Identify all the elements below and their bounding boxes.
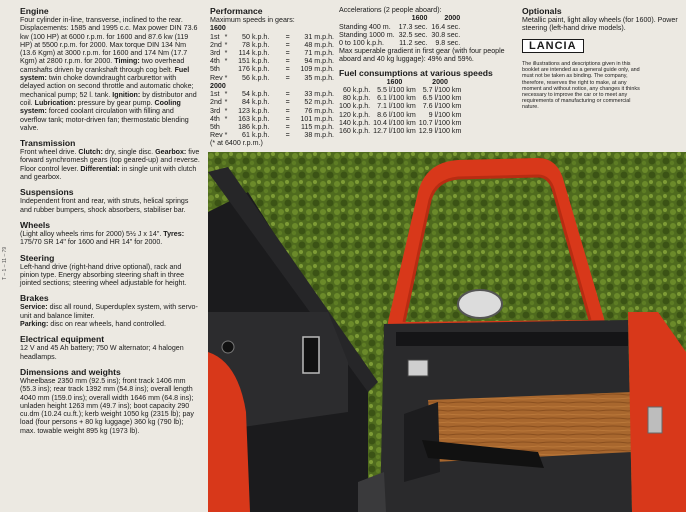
fuel-col-2000: 2000 [432,77,448,86]
equals-sign: = [285,73,290,82]
gear-mph-value: 101 [300,114,313,123]
brakes-text: Service: disc all round, Superduplex system, with servo-unit and balance limiter. Parking: disc on rear wheels, hand controlled. [20,303,198,329]
gear-kph-value: 84 [242,98,250,107]
gear-kph-value: 151 [238,57,250,66]
gear-kph-unit: k.p.h. [251,131,270,140]
gear-kph-value: 123 [238,106,250,115]
fuel-col-1600: 1600 [386,77,403,86]
fuel-speed: 120 k.p.h. [339,110,371,119]
performance-row [210,74,336,82]
gear-label: 3rd [210,106,221,115]
performance-model-label: 1600 [210,24,226,33]
performance-row [210,131,336,139]
gear-label: 4th [210,114,220,123]
gradient-text: Max superable gradient in first gear (with four people aboard and 40 kg luggage): 49% and 59%. [339,47,505,64]
door-latch [648,407,662,433]
gear-star: * [224,73,228,82]
performance-model-label: 2000 [210,81,226,90]
performance-subtitle: Maximum speeds in gears: [210,16,295,24]
gear-kph-value: 186 [238,122,250,131]
gear-mph-value: 115 [300,122,313,131]
gear-mph-unit: m.p.h. [314,114,334,123]
fuel-row [339,119,464,127]
gear-label: 1st [210,32,220,41]
gear-mph-unit: m.p.h. [314,131,334,140]
gear-kph-value: 54 [242,90,250,99]
performance-row [210,115,336,123]
performance-row [210,57,336,65]
fuel-2000-value: 7.6 l/100 km [422,102,462,111]
fuel-2000-value: 6.5 l/100 km [422,94,462,103]
transmission-heading: Transmission [20,138,76,149]
acceleration-fuel-column [339,6,509,135]
gear-kph-unit: k.p.h. [251,57,270,66]
performance-footnote: (* at 6400 r.p.m.) [210,139,263,148]
gear-mph-unit: m.p.h. [314,32,334,41]
lancia-logo: LANCIA [522,39,584,53]
performance-row [210,41,336,49]
gear-star: * [224,32,228,41]
gear-mph-unit: m.p.h. [314,122,334,131]
engine-text: Four cylinder in-line, transverse, inclined to the rear. Displacements: 1585 and 1995 c.c. Max power DIN 73.6 kw (100 HP) at 6000 r.p.m. for 1600 and 87.6 kw (119 HP) at 5500 r.p.m. for 2000. Max torque DIN 134 Nm (13.6 Kgm) at 3000 r.p.m. for 1600 and 174 Nm (17.7 Kgm) at 2800 r.p.m. for 2000. Timing: two overhead camshafts driven by crankshaft through cog belt. Fuel system: twin choke downdraught carburettor with delayed action on second throttle and automatic choke; mechanical pump; 52 l. tank. Ignition: by distributor and coil. Lubrication: pressure by gear pump. Cooling system: forced coolant circulation with filling and overflow tank; motor-driven fan; thermostatic blending valve. [20,16,198,132]
performance-table [210,33,336,82]
gear-kph-unit: k.p.h. [251,65,270,74]
gear-kph-value: 114 [238,49,250,57]
fuel-table [339,78,464,135]
gear-kph-unit: k.p.h. [251,40,270,49]
wheels-heading: Wheels [20,219,51,230]
fuel-rows [339,86,464,135]
equals-sign: = [285,32,290,41]
suspensions-section [20,187,200,214]
gear-mph-unit: m.p.h. [314,49,334,57]
gear-mph-value: 48 [304,40,313,49]
steering-text: Left-hand drive (right-hand drive optional), rack and pinion type. Energy absorbing steering shaft in three jointed sections; steering wheel adjustable for height. [20,262,187,288]
fuel-row [339,111,464,119]
gear-star: * [224,49,228,57]
gear-star: * [224,90,228,99]
gear-mph-unit: m.p.h. [314,106,334,115]
acceleration-label: Standing 1000 m. [339,30,395,39]
gear-star: * [224,57,228,66]
gear-kph-value: 61 [242,131,250,140]
gear-mph-value: 94 [304,57,313,66]
gear-star: * [224,114,228,123]
steering-section [20,253,200,288]
performance-column [210,6,336,148]
performance-table [210,90,336,139]
fuel-speed: 140 k.p.h. [339,118,371,127]
gear-star: * [224,131,228,140]
door-handle [408,360,428,376]
equals-sign: = [285,122,290,131]
acceleration-label: Standing 400 m. [339,22,391,31]
gear-label: 5th [210,65,220,74]
transmission-text: Front wheel drive. Clutch: dry, single disc. Gearbox: five forward synchromesh gears (top geared-up) and reverse. Floor control lever. Differential: in single unit with clutch and gearbox. [20,148,200,182]
brakes-section [20,293,200,328]
performance-groups [210,24,336,139]
acceleration-row [339,23,464,31]
gear-kph-value: 78 [242,40,250,49]
equals-sign: = [285,90,290,99]
steering-heading: Steering [20,252,55,263]
fuel-row [339,86,464,94]
equals-sign: = [285,49,290,57]
equals-sign: = [285,114,290,123]
fuel-2000-value: 10.7 l/100 km [418,118,462,127]
electrical-text: 12 V and 45 Ah battery; 750 W alternator; 4 halogen headlamps. [20,344,184,361]
gear-label: 3rd [210,49,221,57]
suspensions-text: Independent front and rear, with struts, helical springs and rubber bumpers, shock absorbers, stabiliser bar. [20,197,189,214]
fuel-1600-value: 8.6 l/100 km [377,110,416,119]
optionals-heading: Optionals [522,6,562,16]
fuel-1600-value: 6.1 l/100 km [377,94,416,103]
acceleration-table [339,14,464,47]
fuel-1600-value: 10.4 l/100 km [373,118,416,127]
gear-label: 4th [210,57,220,66]
performance-row [210,123,336,131]
gear-kph-value: 56 [242,73,250,82]
performance-heading: Performance [210,6,263,16]
fuel-2000-value: 5.7 l/100 km [422,85,462,94]
dimensions-heading: Dimensions and weights [20,366,121,377]
electrical-section [20,334,200,361]
side-mirror [458,290,502,318]
door-top-trim [396,332,628,346]
gear-star: * [224,40,228,49]
performance-row [210,90,336,98]
fuel-speed: 80 k.p.h. [342,94,371,103]
equals-sign: = [285,131,290,140]
dimensions-section [20,367,200,435]
gear-label: Rev [210,73,223,82]
gear-kph-value: 176 [238,65,250,74]
gear-kph-unit: k.p.h. [251,114,270,123]
gear-kph-value: 163 [238,114,250,123]
transmission-section [20,138,200,181]
car-door-photo [208,152,686,512]
gear-mph-value: 76 [304,106,313,115]
acceleration-heading: Accelerations (2 people aboard): [339,6,442,14]
equals-sign: = [285,40,290,49]
fuel-speed: 60 k.p.h. [342,85,371,94]
fuel-1600-value: 7.1 l/100 km [377,102,416,111]
gear-mph-unit: m.p.h. [314,98,334,107]
side-print-code: T – 1 – 11 – 79 [2,246,8,280]
acceleration-header-row [339,14,464,22]
gear-mph-value: 109 [300,65,313,74]
performance-row [210,65,336,73]
fuel-row [339,102,464,110]
gear-kph-unit: k.p.h. [251,98,270,107]
gear-kph-unit: k.p.h. [251,32,270,41]
performance-row [210,107,336,115]
optionals-text: Metallic paint, light alloy wheels (for 1600). Power steering (left-hand drive models). [522,16,678,33]
acceleration-2000-value: 9.8 sec. [435,38,461,47]
fuel-1600-value: 12.7 l/100 km [373,126,416,135]
gear-mph-value: 33 [304,90,313,99]
electrical-heading: Electrical equipment [20,334,105,345]
fuel-row [339,94,464,102]
gear-label: 2nd [210,98,222,107]
car-door-illustration [208,152,686,512]
gear-label: 2nd [210,40,222,49]
gear-kph-unit: k.p.h. [251,122,270,131]
acceleration-2000-value: 16.4 sec. [431,22,461,31]
gear-mph-value: 38 [304,131,313,140]
gear-label: Rev [210,131,223,140]
acceleration-label: 0 to 100 k.p.h. [339,38,384,47]
fuel-2000-value: 12.9 l/100 km [418,126,462,135]
spec-column-left [20,6,200,441]
gear-mph-unit: m.p.h. [314,57,334,66]
equals-sign: = [285,57,290,66]
acceleration-2000-value: 30.8 sec. [431,30,461,39]
gear-mph-value: 31 [304,32,313,41]
gear-mph-unit: m.p.h. [314,65,334,74]
acceleration-row [339,39,464,47]
suspensions-heading: Suspensions [20,187,74,198]
gear-kph-unit: k.p.h. [251,73,270,82]
fuel-row [339,127,464,135]
gear-mph-value: 35 [304,73,313,82]
equals-sign: = [285,65,290,74]
performance-row [210,98,336,106]
disclaimer-text: The illustrations and descriptions given in this booklet are intended as a general guide only, and must not be taken as binding. The company, therefore, reserves the right to make, at any moment and without notice, any changes it thinks necessary to improve the car or to meet any requirements of manufacturing or commercial nature. [522,60,640,111]
equals-sign: = [285,106,290,115]
gear-kph-unit: k.p.h. [251,90,270,99]
gear-kph-value: 50 [242,32,250,41]
fuel-heading: Fuel consumptions at various speeds [339,67,493,78]
dash-vent [303,337,319,373]
gear-kph-unit: k.p.h. [251,106,270,115]
engine-heading: Engine [20,6,49,16]
wheels-section [20,220,200,247]
acceleration-col-1600: 1600 [411,14,428,23]
acceleration-1600-value: 11.2 sec. [399,38,428,47]
fuel-header-row [339,78,464,86]
gear-label: 1st [210,90,220,99]
acceleration-row [339,31,464,39]
performance-row [210,33,336,41]
gear-mph-unit: m.p.h. [314,90,334,99]
performance-row [210,49,336,57]
fuel-speed: 160 k.p.h. [339,126,371,135]
gear-star: * [224,98,228,107]
acceleration-rows [339,23,464,48]
acceleration-1600-value: 32.5 sec. [398,30,428,39]
dash-knob [222,341,234,353]
gear-kph-unit: k.p.h. [251,49,270,57]
brakes-heading: Brakes [20,293,49,304]
engine-section [20,6,200,132]
gear-mph-unit: m.p.h. [314,73,334,82]
gear-star: * [224,106,228,115]
acceleration-col-2000: 2000 [444,14,461,23]
gear-mph-value: 52 [304,98,313,107]
acceleration-1600-value: 17.3 sec. [398,22,428,31]
fuel-1600-value: 5.5 l/100 km [377,85,416,94]
wheels-text: (Light alloy wheels rims for 2000) 5½ J x 14". Tyres: 175/70 SR 14" for 1600 and HR 14" for 2000. [20,229,185,247]
gear-label: 5th [210,122,220,131]
gear-mph-unit: m.p.h. [314,40,334,49]
fuel-2000-value: 9 l/100 km [428,110,462,119]
optionals-column [522,6,680,111]
fuel-speed: 100 k.p.h. [339,102,371,111]
equals-sign: = [285,98,290,107]
dimensions-text: Wheelbase 2350 mm (92.5 ins); front track 1406 mm (55.3 ins); rear track 1392 mm (54.8 ins); overall length 4040 mm (159.0 ins); overall width 1646 mm (64.8 ins); unladen height 1263 mm (49.7 ins); boot capacity 290 cu.dm (10.24 cu.ft.); kerb weight 1050 kg (2315 lb); pay load (four persons + 80 kg luggage) 360 kg (790 lb); max. towable weight 895 kg (1973 lb). [20,376,194,435]
gear-mph-value: 71 [304,49,313,57]
